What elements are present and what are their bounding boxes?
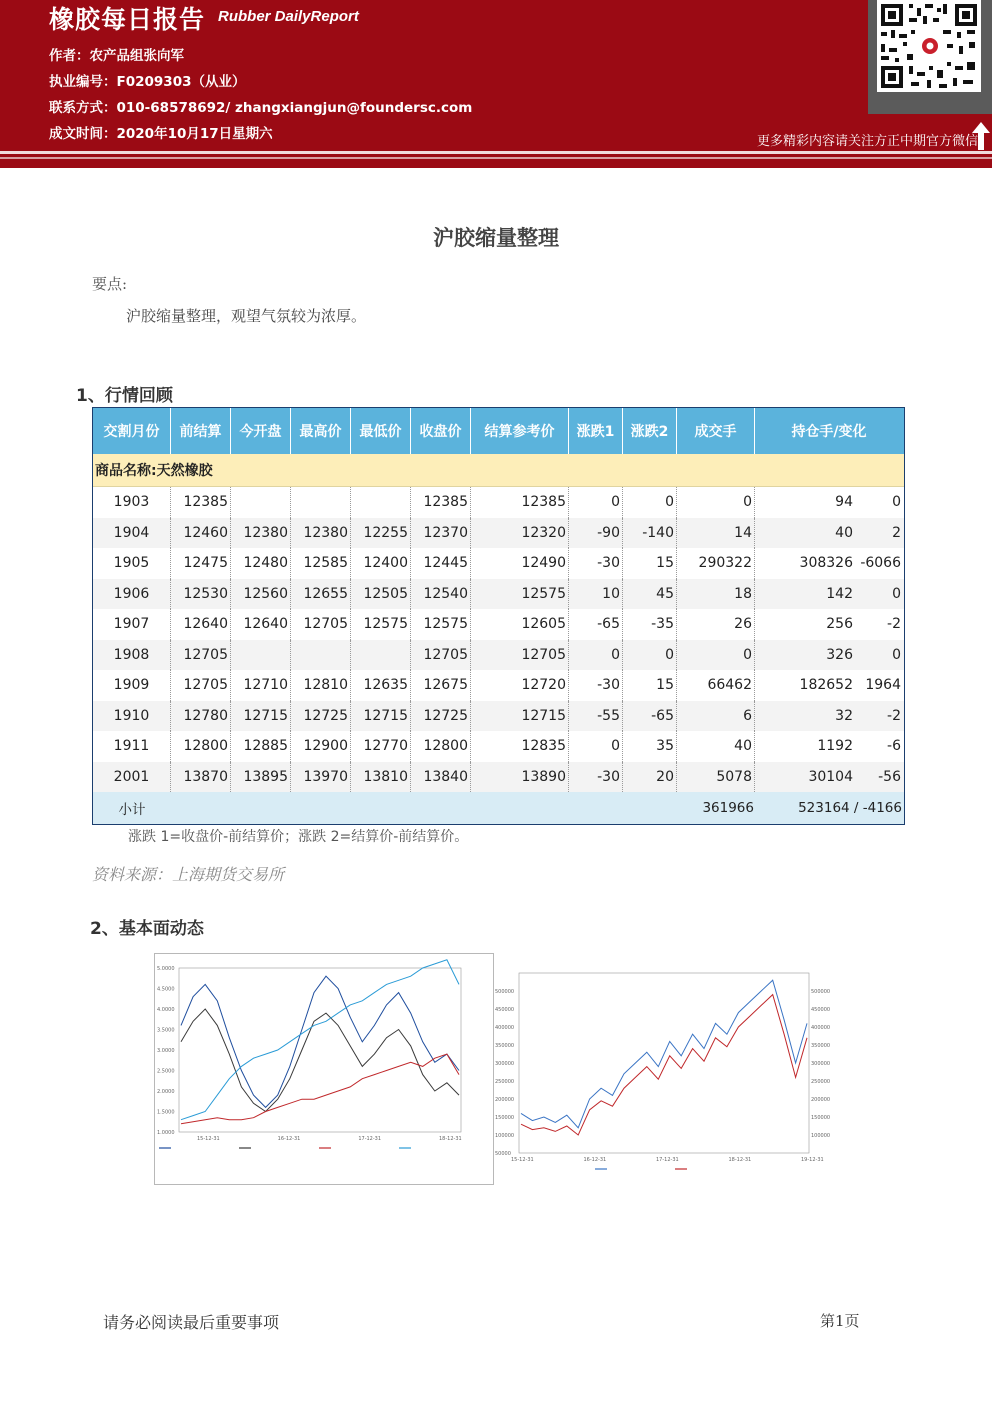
table-cell: 15 (623, 548, 677, 579)
contact-line: 联系方式：010-68578692/ zhangxiangjun@foundersc.com (49, 100, 473, 116)
table-cell (351, 640, 411, 671)
table-row (93, 609, 904, 640)
table-cell: 12900 (291, 731, 351, 762)
chart2-y-right-tick-label: 250000 (811, 1079, 831, 1085)
chart1-x-tick-label: 17-12-31 (358, 1136, 382, 1142)
table-cell: 12835 (471, 731, 569, 762)
chart1-x-tick-label: 18-12-31 (439, 1136, 462, 1142)
report-header (0, 0, 992, 168)
table-cell: 5078 (677, 762, 755, 793)
chart2-y-tick-label: 350000 (495, 1043, 515, 1049)
table-cell: 45 (623, 579, 677, 610)
table-cell: 0 (677, 640, 755, 671)
table-cell: 40 (677, 731, 755, 762)
chart2-y-tick-label: 500000 (495, 989, 515, 995)
chart1-y-tick-label: 4.0000 (157, 1007, 175, 1013)
table-cell: 290322 (677, 548, 755, 579)
table-cell: 12725 (411, 701, 471, 732)
header-divider-thin (0, 157, 992, 159)
chart2-x-tick-label: 18-12-31 (728, 1157, 752, 1163)
chart-right-svg (495, 963, 833, 1185)
table-cell: 12560 (231, 579, 291, 610)
table-cell: 12380 (231, 518, 291, 549)
table-row (93, 701, 904, 732)
table-cell: 12715 (471, 701, 569, 732)
qr-code-icon[interactable] (877, 0, 981, 92)
table-cell: 12385 (471, 487, 569, 518)
table-cell: 256 (826, 616, 853, 633)
table-row (93, 579, 904, 610)
table-summary-row (93, 792, 904, 824)
table-cell: 1907 (93, 609, 171, 640)
chart-left (154, 953, 494, 1185)
chart2-y-right-tick-label: 400000 (811, 1025, 831, 1031)
chart1-y-tick-label: 5.0000 (157, 966, 175, 972)
table-cell: 1192 (817, 738, 853, 755)
chart-left-svg (155, 954, 493, 1184)
table-row (93, 670, 904, 701)
table-cell: 12505 (351, 579, 411, 610)
table-cell: 20 (623, 762, 677, 793)
table-cell: 94 (835, 494, 853, 511)
chart2-y-right-tick-label: 200000 (811, 1097, 831, 1103)
market-table (92, 407, 905, 825)
page-number: 第1页 (820, 1312, 860, 1330)
table-cell: 12655 (291, 579, 351, 610)
table-cell: -55 (569, 701, 623, 732)
table-cell: 12575 (351, 609, 411, 640)
table-cell: 326 (826, 646, 853, 663)
chart2-x-tick-label: 17-12-31 (656, 1157, 679, 1163)
chart1-y-tick-label: 3.0000 (157, 1048, 175, 1054)
table-cell (231, 487, 291, 518)
table-cell (351, 487, 411, 518)
table-cell: 12710 (231, 670, 291, 701)
table-cell: 2001 (93, 762, 171, 793)
follow-wechat-text: 更多精彩内容请关注方正中期官方微信 (756, 134, 978, 149)
summary-volume: 361966 (702, 800, 754, 816)
table-cell: 0 (569, 487, 623, 518)
table-cell: -56 (878, 768, 901, 785)
table-header-cell: 最低价 (351, 408, 411, 454)
table-header-cell: 持仓手/变化 (791, 424, 867, 440)
chart2-y-tick-label: 100000 (495, 1133, 515, 1139)
table-header-row (93, 408, 904, 454)
chart-right (494, 962, 834, 1186)
table-cell: 1910 (93, 701, 171, 732)
table-cell: 308326 (799, 555, 853, 572)
chart2-y-tick-label: 200000 (495, 1097, 515, 1103)
keypoint-label: 要点: (92, 275, 128, 293)
table-cell: 12640 (231, 609, 291, 640)
table-cell: 1911 (93, 731, 171, 762)
author-line: 作者：农产品组张向军 (49, 48, 184, 64)
table-cell: 12640 (171, 609, 231, 640)
table-header-cell: 交割月份 (93, 408, 171, 454)
table-cell: 13970 (291, 762, 351, 793)
table-cell: 13895 (231, 762, 291, 793)
table-row (93, 762, 904, 793)
chart2-y-tick-label: 250000 (495, 1079, 515, 1085)
table-cell: 12490 (471, 548, 569, 579)
section-title-fundamentals: 2、基本面动态 (90, 919, 204, 939)
chart2-x-tick-label: 15-12-31 (511, 1157, 534, 1163)
table-cell: 12575 (471, 579, 569, 610)
table-header-cell: 涨跌1 (569, 408, 623, 454)
table-cell: 142 (826, 585, 853, 602)
table-cell: 182652 (799, 677, 853, 694)
table-cell: 12460 (171, 518, 231, 549)
chart1-x-tick-label: 15-12-31 (197, 1136, 220, 1142)
chart1-y-tick-label: 4.5000 (157, 986, 175, 993)
table-cell: 1964 (865, 677, 901, 694)
table-cell: -65 (623, 701, 677, 732)
table-cell: 12770 (351, 731, 411, 762)
table-cell: 1906 (93, 579, 171, 610)
table-header-cell: 收盘价 (411, 408, 471, 454)
table-cell (291, 487, 351, 518)
table-cell: 66462 (677, 670, 755, 701)
license-line: 执业编号：F0209303（从业） (49, 74, 246, 90)
table-cell: 12605 (471, 609, 569, 640)
chart2-y-right-tick-label: 450000 (811, 1007, 831, 1013)
footer-disclaimer: 请务必阅读最后重要事项 (103, 1313, 280, 1332)
table-cell: 0 (623, 640, 677, 671)
arrow-up-icon (972, 122, 990, 150)
table-cell: 12800 (171, 731, 231, 762)
table-cell: 1903 (93, 487, 171, 518)
table-cell: -6 (887, 738, 901, 755)
table-row (93, 487, 904, 518)
table-cell: 12715 (231, 701, 291, 732)
table-cell: 12540 (411, 579, 471, 610)
chart1-y-tick-label: 1.0000 (157, 1130, 175, 1136)
chart1-series-line (181, 1009, 459, 1112)
chart1-y-tick-label: 2.0000 (157, 1089, 175, 1095)
chart2-y-right-tick-label: 150000 (811, 1115, 831, 1121)
table-header-cell: 结算参考价 (471, 408, 569, 454)
qr-code-panel (868, 0, 992, 114)
table-cell: 12780 (171, 701, 231, 732)
table-cell: 12705 (291, 609, 351, 640)
table-product-row: 商品名称:天然橡胶 (93, 454, 904, 487)
table-cell: 32 (835, 707, 853, 724)
table-cell: -6066 (860, 555, 901, 572)
table-body (93, 487, 904, 792)
table-cell: 26 (677, 609, 755, 640)
chart2-y-tick-label: 300000 (495, 1061, 515, 1067)
chart2-y-right-tick-label: 350000 (811, 1043, 831, 1049)
date-line: 成文时间：2020年10月17日星期六 (49, 126, 273, 142)
table-cell: 12725 (291, 701, 351, 732)
table-row (93, 640, 904, 671)
chart1-y-tick-label: 3.5000 (157, 1027, 175, 1034)
chart2-plot-area (519, 973, 809, 1153)
table-cell: 12720 (471, 670, 569, 701)
table-cell: -35 (623, 609, 677, 640)
table-row (93, 731, 904, 762)
table-header-cell: 最高价 (291, 408, 351, 454)
section-title-market-review: 1、行情回顾 (76, 386, 173, 406)
chart2-y-tick-label: 400000 (495, 1025, 515, 1031)
table-cell: 1904 (93, 518, 171, 549)
table-cell: 0 (623, 487, 677, 518)
table-cell: 12705 (171, 640, 231, 671)
table-cell (291, 640, 351, 671)
table-cell: 13810 (351, 762, 411, 793)
table-cell: 12575 (411, 609, 471, 640)
table-cell: -30 (569, 670, 623, 701)
chart2-y-right-tick-label: 100000 (811, 1133, 831, 1139)
table-cell: 14 (677, 518, 755, 549)
chart2-x-tick-label: 16-12-31 (583, 1157, 607, 1163)
chart2-series-line (521, 995, 807, 1135)
chart1-x-tick-label: 16-12-31 (277, 1136, 301, 1142)
table-cell: 13870 (171, 762, 231, 793)
table-header-cell: 前结算 (171, 408, 231, 454)
table-cell: 12705 (171, 670, 231, 701)
table-cell: 12385 (411, 487, 471, 518)
table-cell: 10 (569, 579, 623, 610)
table-cell: 12885 (231, 731, 291, 762)
table-cell: 12400 (351, 548, 411, 579)
header-divider (0, 151, 992, 154)
table-cell: 0 (569, 640, 623, 671)
table-cell: 30104 (808, 768, 853, 785)
table-cell: 1909 (93, 670, 171, 701)
table-cell: 13840 (411, 762, 471, 793)
table-cell: -90 (569, 518, 623, 549)
table-cell: 6 (677, 701, 755, 732)
chart2-y-right-tick-label: 300000 (811, 1061, 831, 1067)
table-cell: 12635 (351, 670, 411, 701)
chart2-y-tick-label: 450000 (495, 1007, 515, 1013)
table-cell: -2 (887, 707, 901, 724)
summary-open-interest: 523164 / -4166 (798, 800, 902, 816)
table-cell: 12715 (351, 701, 411, 732)
table-header-cell: 成交手 (677, 408, 755, 454)
chart2-x-tick-label: 19-12-31 (801, 1157, 824, 1163)
chart2-y-tick-label: 50000 (495, 1151, 511, 1157)
table-cell: 12585 (291, 548, 351, 579)
table-cell: 0 (677, 487, 755, 518)
data-source: 资料来源：上海期货交易所 (92, 865, 285, 884)
table-cell: 0 (569, 731, 623, 762)
table-cell: 12320 (471, 518, 569, 549)
table-cell: 2 (892, 524, 901, 541)
table-cell: 15 (623, 670, 677, 701)
table-header-cell: 今开盘 (231, 408, 291, 454)
table-cell: 1905 (93, 548, 171, 579)
table-cell: 0 (892, 585, 901, 602)
table-header-cell: 涨跌2 (623, 408, 677, 454)
table-cell: 35 (623, 731, 677, 762)
report-title-en: Rubber DailyReport (218, 8, 359, 25)
table-cell: -2 (887, 616, 901, 633)
table-cell: 1908 (93, 640, 171, 671)
chart2-y-tick-label: 150000 (495, 1115, 515, 1121)
table-cell (231, 640, 291, 671)
table-cell: 12705 (411, 640, 471, 671)
chart2-y-right-tick-label: 500000 (811, 989, 831, 995)
doc-title: 沪胶缩量整理 (433, 226, 559, 250)
table-cell: 12385 (171, 487, 231, 518)
table-cell: -65 (569, 609, 623, 640)
table-cell: 12530 (171, 579, 231, 610)
table-row (93, 518, 904, 549)
table-cell: 12705 (471, 640, 569, 671)
table-cell: 18 (677, 579, 755, 610)
table-cell: -140 (623, 518, 677, 549)
table-cell: 12480 (231, 548, 291, 579)
summary-spacer (171, 792, 678, 824)
chart1-y-tick-label: 1.5000 (157, 1109, 175, 1116)
table-cell: 0 (892, 646, 901, 663)
summary-label: 小计 (118, 802, 146, 818)
table-cell: 13890 (471, 762, 569, 793)
table-note: 涨跌 1=收盘价-前结算价；涨跌 2=结算价-前结算价。 (128, 829, 469, 845)
chart1-y-tick-label: 2.5000 (157, 1068, 175, 1075)
table-row (93, 548, 904, 579)
table-cell: -30 (569, 762, 623, 793)
table-cell: 12255 (351, 518, 411, 549)
table-cell: 12675 (411, 670, 471, 701)
keypoint-text: 沪胶缩量整理，观望气氛较为浓厚。 (126, 307, 367, 325)
table-cell: 0 (892, 494, 901, 511)
report-title-cn: 橡胶每日报告 (49, 5, 206, 34)
table-cell: 12445 (411, 548, 471, 579)
table-cell: 12370 (411, 518, 471, 549)
chart1-plot-area (179, 968, 461, 1132)
table-cell: 12380 (291, 518, 351, 549)
table-cell: -30 (569, 548, 623, 579)
table-cell: 12810 (291, 670, 351, 701)
table-cell: 40 (835, 524, 853, 541)
table-cell: 12475 (171, 548, 231, 579)
chart1-series-line (181, 1054, 459, 1124)
table-cell: 12800 (411, 731, 471, 762)
